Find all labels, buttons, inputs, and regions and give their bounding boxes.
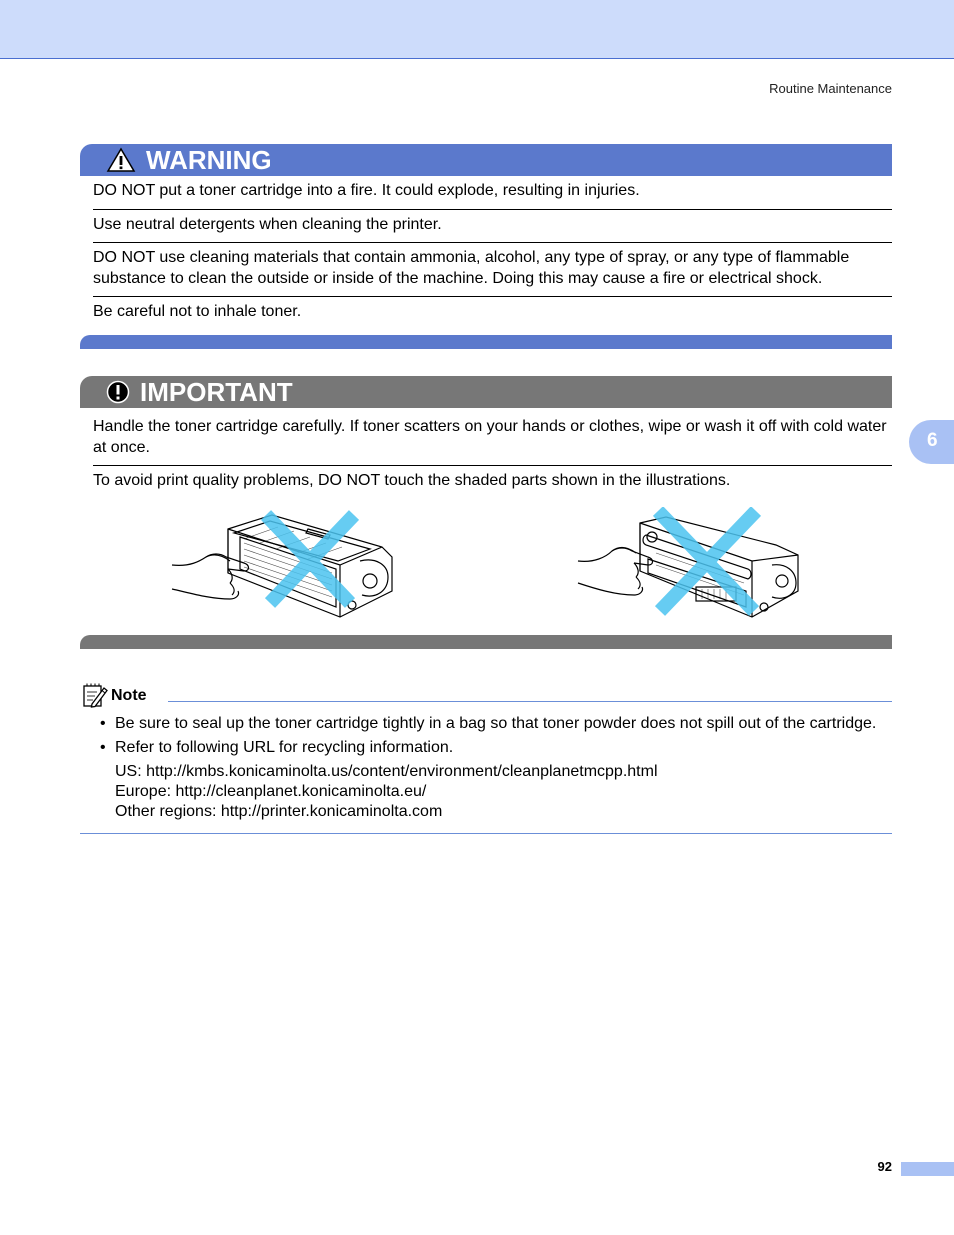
url-us: US: http://kmbs.konicaminolta.us/content/environment/cleanplanetmcpp.html <box>115 763 658 780</box>
important-item: To avoid print quality problems, DO NOT touch the shaded parts shown in the illustrations. <box>93 472 731 489</box>
recycling-urls <box>80 762 892 822</box>
toner-cartridge-illustration <box>170 507 410 629</box>
warning-box <box>80 144 892 349</box>
important-footer-bar <box>80 635 892 649</box>
url-europe: Europe: http://cleanplanet.konicaminolta.eu/ <box>115 783 427 800</box>
page-tab <box>901 1162 954 1176</box>
illustrations <box>80 499 892 635</box>
exclamation-circle-icon <box>106 380 130 404</box>
note-label: Note <box>111 687 147 704</box>
note-rule <box>168 701 892 702</box>
note-end-rule <box>80 833 892 834</box>
important-header <box>80 376 892 408</box>
chapter-number: 6 <box>927 430 938 451</box>
chapter-tab[interactable] <box>909 420 954 464</box>
warning-triangle-icon <box>106 147 136 173</box>
important-title: IMPORTANT <box>140 377 293 407</box>
list-item: • Refer to following URL for recycling information. <box>80 738 892 759</box>
page-number: 92 <box>877 1159 892 1174</box>
important-item: Handle the toner cartridge carefully. If toner scatters on your hands or clothes, wipe or wash it off with cold water at once. <box>93 418 887 456</box>
top-band <box>0 0 954 59</box>
note-section <box>80 682 892 834</box>
warning-footer-bar <box>80 335 892 349</box>
note-pencil-icon <box>82 682 108 708</box>
warning-item: Be careful not to inhale toner. <box>93 303 302 320</box>
warning-title: WARNING <box>146 145 272 175</box>
important-box <box>80 376 892 649</box>
note-header <box>80 682 892 708</box>
note-list <box>80 714 892 758</box>
url-other-regions: Other regions: http://printer.konicaminolta.com <box>115 803 443 820</box>
section-title: Routine Maintenance <box>769 81 892 96</box>
warning-item: Use neutral detergents when cleaning the printer. <box>93 215 442 233</box>
warning-item: DO NOT use cleaning materials that contain ammonia, alcohol, any type of spray, or any type of flammable substance to clean the outside or inside of the machine. Doing this may cause a fire or electrical shock. <box>93 249 850 287</box>
warning-item: DO NOT put a toner cartridge into a fire. It could explode, resulting in injuries. <box>93 182 640 199</box>
drum-unit-illustration <box>576 507 816 629</box>
warning-header <box>80 144 892 176</box>
list-item: • Be sure to seal up the toner cartridge tightly in a bag so that toner powder does not spill out of the cartridge. <box>80 714 892 735</box>
